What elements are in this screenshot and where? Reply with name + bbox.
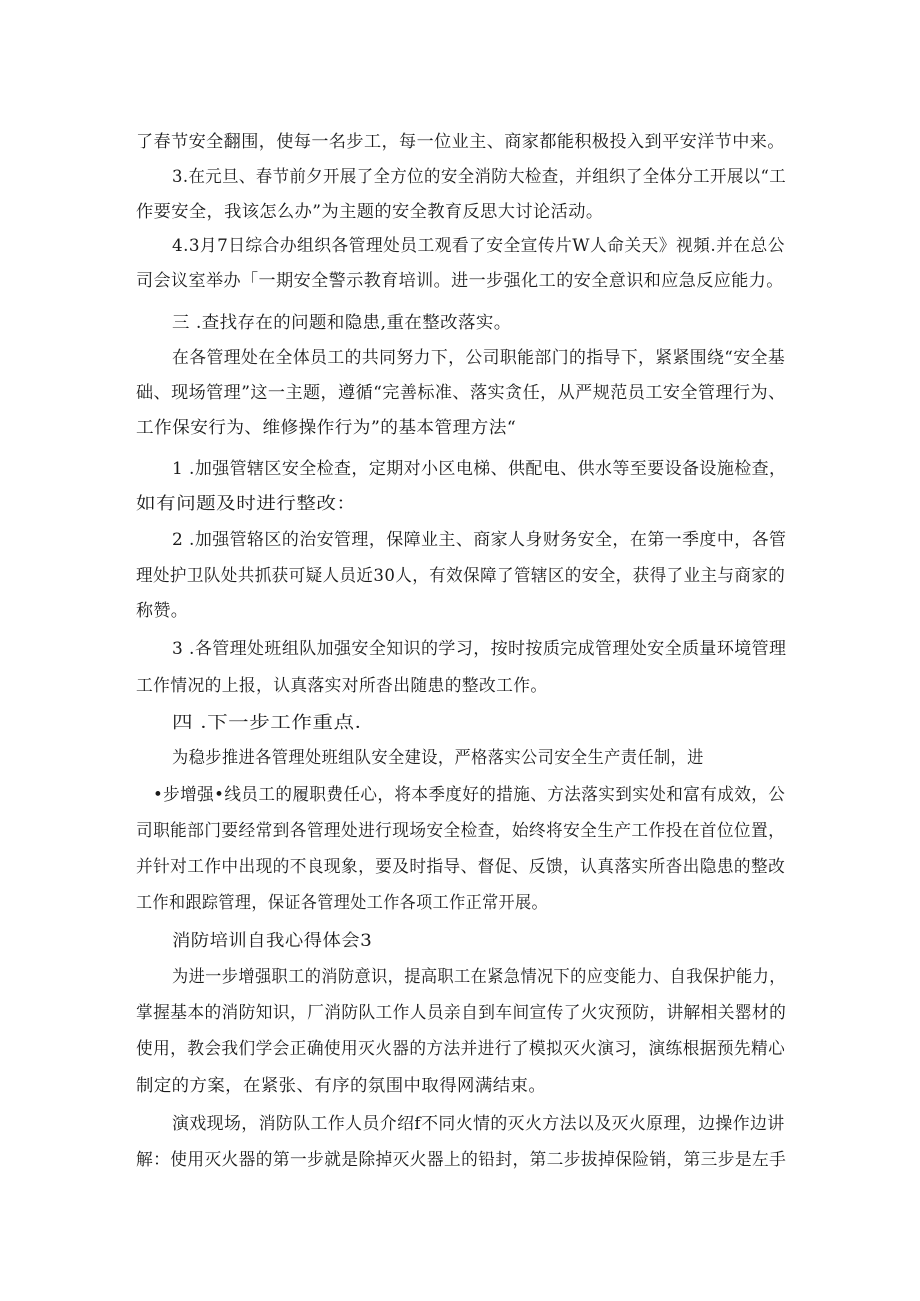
section-heading-4: 四 .下一步工作重点. xyxy=(172,713,362,733)
body-text-line: 4.3月7日综合办组织各管理处员工观看了安全宣传片W人命关天》视頻.并在总公 xyxy=(172,236,785,256)
body-text-line: 演戏现场，消防队工作人员介绍f不同火情的灭火方法以及灭火原理，边操作边讲 xyxy=(172,1114,785,1134)
body-text-line: 础、现场管理”这一主题，遵循“完善标准、落实贪任，从严规范员工安全管理行为、 xyxy=(136,383,786,403)
list-item-1: 1 .加强管辖区安全检查，定期对小区电梯、供配电、供水等至要设备设施检查， xyxy=(172,459,787,479)
body-text-line: 司会议室举办「一期安全警示教育培训。进一步强化工的安全意识和应急反应能力。 xyxy=(136,271,784,291)
body-text-line: 使用，教会我们学会正确使用灭火器的方法并进行了模拟灭火演习，演练根据预先精心 xyxy=(136,1039,786,1059)
body-text-line: 掌握基本的消防知识，厂消防队工作人员亲自到车间宣传了火灾预防，讲解相关罂材的 xyxy=(136,1003,787,1023)
body-text-line: 工作保安行为、维修操作行为”的基本管理方法“ xyxy=(136,418,517,438)
list-item-3: 3 .各管理处班组队加强安全知识的学习，按时按质完成管理处安全质量环境管理 xyxy=(172,639,787,659)
body-text-line: 制定的方案，在紧张、有序的氛围中取得网满结束。 xyxy=(136,1076,547,1096)
body-text-line: 为稳步推进各管理处班组队安全建设，严格落实公司安全生产责任制，进 xyxy=(172,748,704,768)
body-text-line: 称赞。 xyxy=(136,601,189,621)
body-text-line: 为进一步增强职工的消防意识，提高职工在紧急情况下的应变能力、自我保护能力， xyxy=(172,967,786,987)
list-item-2: 2 .加强管辂区的治安管理，保障业主、商家人身财务安全，在第一季度中，各管 xyxy=(172,530,787,550)
body-text-line: 了春节安全翻围，使每一名步工，每一位业主、商家都能积极投入到平安洋节中来。 xyxy=(136,132,785,152)
body-text-line: 3.在元旦、春节前夕开展了全方位的安全消防大检查，并组织了全体分工开展以“工 xyxy=(172,167,787,187)
body-text-line: 解：使用灭火器的第一步就是除掉灭火器上的铅封，第二步拔掉保险销，第三步是左手 xyxy=(136,1150,787,1170)
section-heading-3: 三 .查找存在的问题和隐患,重在整改落实。 xyxy=(172,313,512,333)
body-text-line: 工作情况的上报，认真落实对所沓出随患的整改工作。 xyxy=(136,676,548,696)
body-text-line: 工作和跟踪管理，保证各管理处工作各项工作正常开展。 xyxy=(136,893,548,913)
body-text-line: •步增强•线员工的履职费任心，将本季度好的措施、方法落实到实处和富有成效，公 xyxy=(153,785,786,805)
body-text-line: 作要安全，我该怎么办”为主题的安全教育反思大讨论活动。 xyxy=(136,202,604,222)
section-title-fire-training: 消防培训自我心得体会3 xyxy=(172,931,373,951)
body-text-line: 司职能部门要经常到各管理处进行现场安全检查，始终将安全生产工作投在首位位置， xyxy=(136,821,786,841)
body-text-line: 理处护卫队处共抓获可疑人员近30人，有效保障了管辖区的安全，获得了业主与商家的 xyxy=(136,566,786,586)
body-text-line: 并针对工作中出现的不良现象，要及时指导、督促、反馈，认真落实所沓出隐患的整改 xyxy=(136,857,786,877)
body-text-line: 在各管理处在全体员工的共同努力下，公司职能部门的指导下，紧紧围绕“安全基 xyxy=(172,348,786,368)
body-text-line: 如有问题及时进行整改： xyxy=(136,494,357,514)
